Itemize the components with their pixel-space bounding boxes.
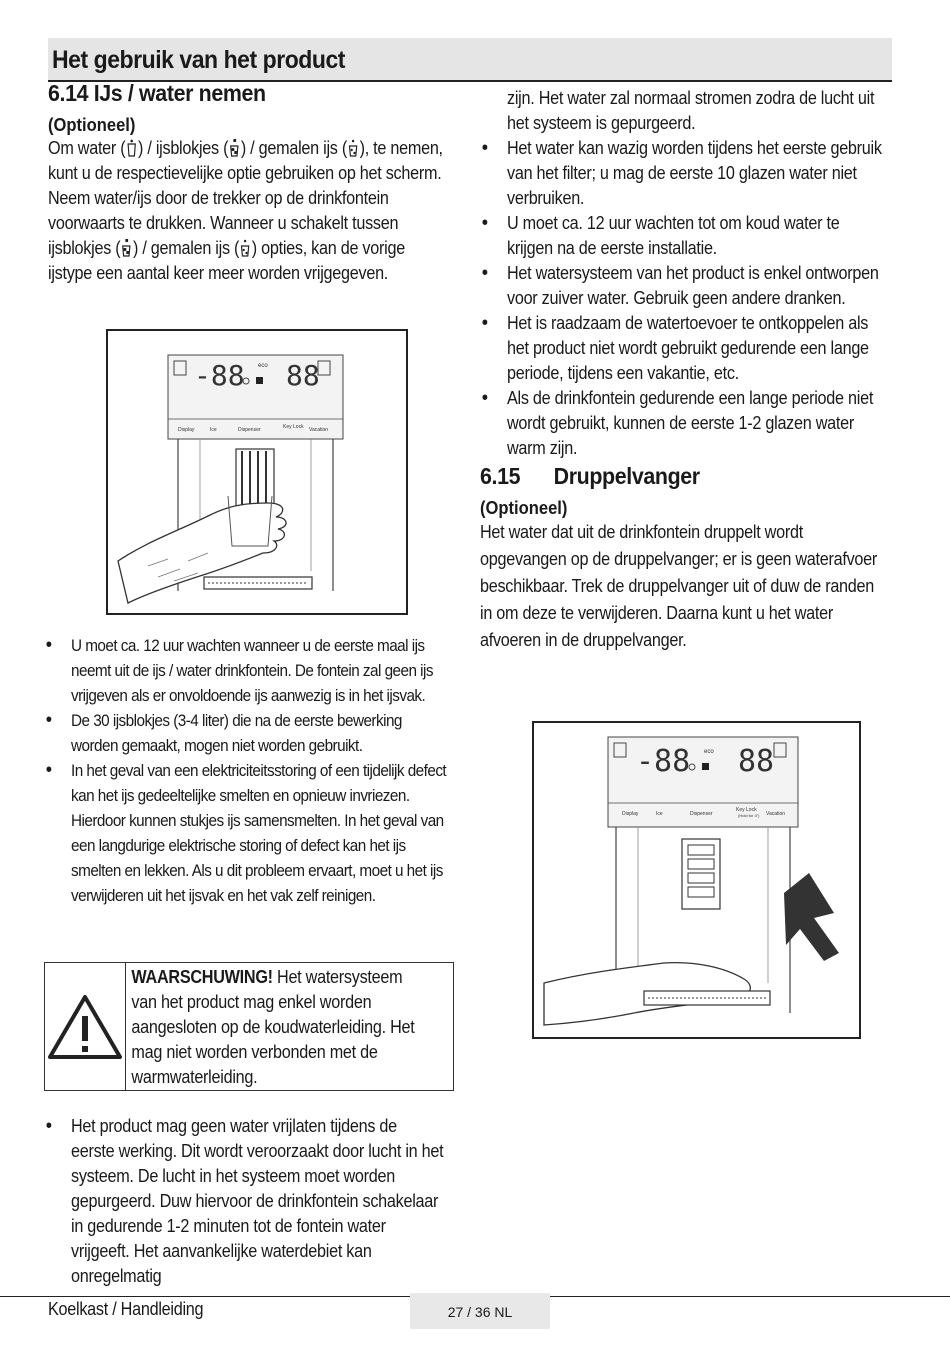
ice-cubes-icon	[121, 238, 132, 258]
warning-icon-cell	[45, 963, 126, 1090]
panel-btn-keylock: Key Lock	[283, 424, 304, 430]
right-column	[480, 86, 892, 654]
left-bullet-list	[44, 633, 451, 908]
list-item: • In het geval van een elektriciteitsstoring of een tijdelijk defect kan het ijs gedeeltelijke smelten en opnieuw invriezen. Hierdoor kunnen stukjes ijs samensmelten. In het geval van een langdurige elektrische storing of defect kan het ijs smelten en lekken. Als u dit probleem ervaart, moet u het ijs verwijderen uit het ijsvak en het vak zelf reinigen.	[44, 758, 451, 908]
footer-title: Koelkast / Handleiding	[48, 1299, 204, 1319]
warning-body: Het watersysteem van het product mag enkel worden aangesloten op de koudwaterleiding. Het mag niet worden verbonden met de warmwaterleiding.	[131, 967, 415, 1087]
ice-cubes-icon	[229, 138, 240, 158]
section-name: Druppelvanger	[553, 463, 700, 489]
drip-tray-drawing	[534, 723, 859, 1037]
water-icon	[126, 138, 137, 158]
panel-eco-label-2: eco	[704, 749, 714, 755]
drip-tray-illustration	[532, 721, 861, 1039]
panel-eco-label: eco	[258, 363, 268, 369]
list-item: • Als de drinkfontein gedurende een lange periode niet wordt gebruikt, kunnen de eerste 1-2 glazen water warm zijn.	[480, 386, 890, 461]
panel-btn-dispenser: Dispenser	[238, 427, 261, 433]
crushed-ice-icon	[348, 138, 359, 158]
panel-btn-vacation: Vacation	[309, 427, 329, 433]
section-title-6-15	[480, 463, 863, 490]
intro-paragraph: Om water ( ) / ijsblokjes ( ) / gemalen ijs ( ), te nemen, kunt u de respectievelijke optie gebruiken op het scherm. Neem water/ijs door de trekker op de drinkfontein voorwaarts te drukken. Wanneer u schakelt tussen ijsblokjes ( ) / gemalen ijs ( ) opties, kan de vorige ijstype een aantal keer meer worden vrijgegeven.	[48, 138, 443, 283]
list-item: • U moet ca. 12 uur wachten tot om koud water te krijgen na de eerste installatie.	[480, 211, 890, 261]
warning-box	[44, 962, 454, 1091]
panel-btn-display-2: Display	[622, 811, 639, 817]
list-item: • U moet ca. 12 uur wachten wanneer u de eerste maal ijs neemt uit de ijs / water drinkfontein. De fontein zal geen ijs vrijgeven als er onvoldoende ijs aanwezig is in het ijsvak.	[44, 633, 451, 708]
dispenser-drawing	[108, 331, 406, 613]
dispenser-illustration	[106, 329, 408, 615]
left-bullet-list-2	[44, 1114, 445, 1289]
warning-triangle-icon	[46, 992, 124, 1062]
crushed-ice-icon	[240, 238, 251, 258]
list-item: • Het product mag geen water vrijlaten tijdens de eerste werking. Dit wordt veroorzaakt door lucht in het systeem. De lucht in het systeem moet worden gepurgeerd. Duw hiervoor de drinkfontein schakelaar in gedurende 1-2 minuten tot de fontein water vrijgeeft. Het aanvankelijke waterdebiet kan onregelmatig	[44, 1114, 445, 1289]
page-header-title: Het gebruik van het product	[52, 46, 346, 74]
panel-btn-keylock-2: Key Lock	[736, 807, 757, 813]
panel-display-left: -88	[194, 359, 245, 392]
panel-btn-dispenser-2: Dispenser	[690, 811, 713, 817]
warning-label: WAARSCHUWING!	[131, 967, 273, 987]
page-number: 27 / 36 NL	[410, 1293, 550, 1329]
section-title-6-14: 6.14 IJs / water nemen	[48, 80, 266, 106]
list-item: • Het water kan wazig worden tijdens het eerste gebruik van het filter; u mag de eerste 10 glazen water niet verbruiken.	[480, 136, 890, 211]
panel-btn-ice-2: Ice	[656, 811, 663, 817]
continuation-text: zijn. Het water zal normaal stromen zodra de lucht uit het systeem is gepurgeerd.	[507, 88, 875, 133]
left-column	[48, 80, 456, 286]
header-bar	[48, 38, 892, 82]
warning-text	[126, 963, 421, 1090]
drip-tray-text: Het water dat uit de drinkfontein druppelt wordt opgevangen op de druppelvanger; er is geen waterafvoer beschikbaar. Trek de druppelvanger uit of duw de randen in om deze te verwijderen. Daarna kunt u het water afvoeren in de druppelvanger.	[480, 522, 878, 650]
list-item: • Het watersysteem van het product is enkel ontworpen voor zuiver water. Gebruik geen andere dranken.	[480, 261, 890, 311]
panel-btn-display: Display	[178, 427, 195, 433]
panel-keylock-sub-2: (Hold for 3")	[738, 813, 760, 818]
list-item: • Het is raadzaam de watertoevoer te ontkoppelen als het product niet wordt gebruikt gedurende een lange periode, tijdens een vakantie, etc.	[480, 311, 890, 386]
list-item: • De 30 ijsblokjes (3-4 liter) die na de eerste bewerking worden gemaakt, mogen niet worden gebruikt.	[44, 708, 451, 758]
panel-btn-ice: Ice	[210, 427, 217, 433]
panel-display-left-2: -88	[636, 744, 691, 779]
panel-display-right-2: 88	[738, 744, 775, 779]
optional-label-2: (Optioneel)	[480, 498, 568, 518]
panel-display-right: 88	[286, 359, 320, 392]
right-bullet-list	[480, 136, 890, 461]
panel-btn-vacation-2: Vacation	[766, 811, 786, 817]
optional-label: (Optioneel)	[48, 115, 136, 135]
section-number: 6.15	[480, 463, 521, 489]
